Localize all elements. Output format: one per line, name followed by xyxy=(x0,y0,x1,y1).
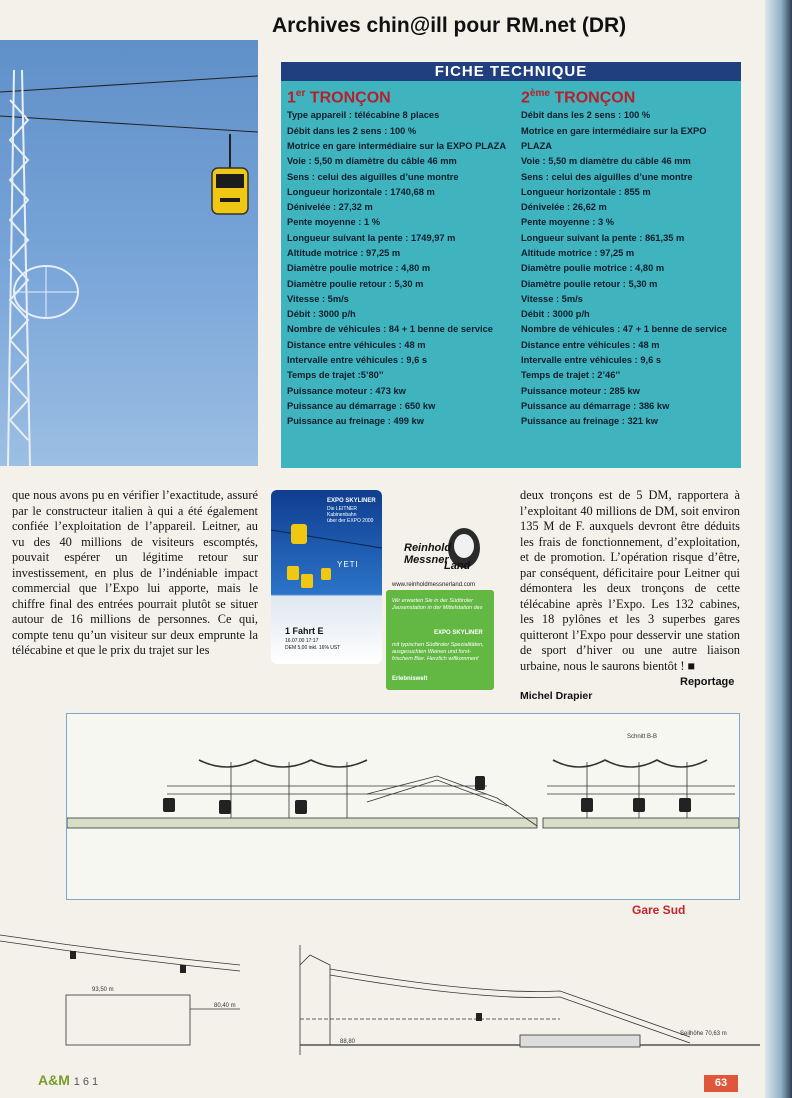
col2-spec-line: Diamètre poulie retour : 5,30 m xyxy=(521,278,658,289)
col2-spec-line: Dénivelée : 26,62 m xyxy=(521,202,607,213)
section-label: Reportage xyxy=(680,676,735,688)
magazine-issue: 161 xyxy=(73,1076,102,1088)
col1-spec-line: Puissance au démarrage : 650 kw xyxy=(287,400,436,411)
col2-spec-line: Débit : 3000 p/h xyxy=(521,309,590,320)
gondola-photo xyxy=(0,40,258,466)
ticket-line3: über der EXPO 2000 xyxy=(327,518,374,524)
magazine-logo-text: A&M xyxy=(38,1072,70,1088)
archive-credit: Archives chin@ill pour RM.net (DR) xyxy=(272,14,627,37)
col2-spec-line: Vitesse : 5m/s xyxy=(521,293,583,304)
flyer-expo: EXPO SKYLINER xyxy=(434,630,483,636)
col1-spec-line: Débit dans les 2 sens : 100 % xyxy=(287,125,417,136)
col2-spec-line: Altitude motrice : 97,25 m xyxy=(521,248,635,258)
messner-land-logo xyxy=(404,518,496,584)
troncon-1-sup: er xyxy=(295,88,306,99)
col2-spec-line: Débit dans les 2 sens : 100 % xyxy=(521,110,651,121)
troncon-1-title xyxy=(287,84,512,107)
ticket-stamp: 16.07.00 17:17 xyxy=(285,638,319,644)
col2-spec-line: Puissance moteur : 285 kw xyxy=(521,385,640,396)
line-profile-drawing xyxy=(0,925,760,1065)
col1-spec-line: Diamètre poulie retour : 5,30 m xyxy=(287,278,424,289)
col1-spec-line: Voie : 5,50 m diamètre du câble 46 mm xyxy=(287,156,457,167)
col1-spec-line: Temps de trajet :5’80’’ xyxy=(287,370,384,381)
ticket-fahrt: 1 Fahrt E xyxy=(285,626,324,636)
page-number: 63 xyxy=(704,1075,738,1092)
col2-spec-line: Intervalle entre véhicules : 9,6 s xyxy=(521,355,662,366)
col2-spec-line: Sens : celui des aiguilles d’une montre xyxy=(521,171,693,182)
profile-elev-2: 80,40 m xyxy=(214,1003,236,1009)
gondola-photo-art xyxy=(0,40,258,466)
col1-spec-line: Sens : celui des aiguilles d’une montre xyxy=(287,171,459,182)
col2-spec-line: Puissance au freinage : 321 kw xyxy=(521,416,658,427)
col2-spec-line: Nombre de véhicules : 47 + 1 benne de service xyxy=(521,324,727,335)
col2-spec-line: Motrice en gare intermédiaire sur la EXPO PLAZA xyxy=(521,125,707,151)
col1-spec-line: Dénivelée : 27,32 m xyxy=(287,202,373,213)
col1-spec-line: Type appareil : télécabine 8 places xyxy=(287,110,440,121)
troncon-2-sup: ème xyxy=(529,88,550,99)
fiche-technique-title: FICHE TECHNIQUE xyxy=(281,62,741,81)
magazine-logo xyxy=(38,1072,101,1088)
profile-elev-3: Seilhöhe 70,63 m xyxy=(680,1031,727,1037)
col2-spec-line: Pente moyenne : 3 % xyxy=(521,217,614,228)
col1-spec-line: Motrice en gare intermédiaire sur la EXPO PLAZA xyxy=(287,140,507,151)
col1-spec-line: Intervalle entre véhicules : 9,6 s xyxy=(287,355,428,366)
col1-spec-line: Débit : 3000 p/h xyxy=(287,309,356,320)
flyer-erlebnis: Erlebniswelt xyxy=(392,676,428,682)
ticket-line2: Kabinenbahn xyxy=(327,512,357,518)
station-technical-drawing xyxy=(66,713,740,900)
messner-logo-land: Land xyxy=(444,560,471,572)
col1-spec-line: Diamètre poulie motrice : 4,80 m xyxy=(287,263,431,274)
messner-logo-text: Reinhold Messner xyxy=(404,542,452,566)
col2-spec-line: Distance entre véhicules : 48 m xyxy=(521,339,660,350)
troncon-2-num: 2 xyxy=(521,89,530,107)
col1-spec-line: Puissance moteur : 473 kw xyxy=(287,385,406,396)
profile-elev-4: 88,80 xyxy=(340,1039,356,1045)
skyliner-ticket xyxy=(271,490,382,664)
page-edge-strip xyxy=(765,0,792,1098)
col1-spec-line: Pente moyenne : 1 % xyxy=(287,217,380,228)
article-column-left: que nous avons pu en vérifier l’exactitude, assuré par le constructeur italien à qui a été également confiée l’exploitation de l’appareil. Leitner, au vu des 40 millions de visiteurs escomptés, pouvait espérer un légitime retour sur investissement, en plus de l’indéniable impact commercial que l’Expo lui apporte, mais le chiffre final des entrées pourrait plutôt se situer autour de 16 millions de personnes. Ce qui, compte tenu qu’un visiteur sur deux emprunte la télécabine et que le prix du trajet sur les xyxy=(12,488,258,657)
troncon-2-specs xyxy=(521,108,739,429)
col2-spec-line: Longueur horizontale : 855 m xyxy=(521,186,651,197)
ticket-price: DEM 5,00 inkl. 16% UST xyxy=(285,645,341,651)
troncon-1-num: 1 xyxy=(287,89,296,107)
troncon-2-column xyxy=(521,84,739,430)
troncon-1-word: TRONÇON xyxy=(305,89,391,107)
line-profile-art xyxy=(0,925,760,1065)
flyer-text2: mit typischen Südtiroler Spezialitäten, ausgesuchten Weinen und forst- frischem Bier. Herzlich willkommen! xyxy=(392,642,484,662)
article-column-right: deux tronçons est de 5 DM, rapportera à l’exploitant 40 millions de DM, soit environ 135 M de F. auxquels devront être déduits les frais de fonctionnement, d’exploitation, et de promotion. L’opération risque d’être, par conséquent, déficitaire pour Leitner qui démontera les deux tronçons de cette télécabine après l’Expo. Les 132 cabines, les 18 pylônes et les 3 superbes gares quitteront l’Expo pour desservir une station de sport d’hiver ou une autre liaison urbaine, nous le saurons bientôt ! ■ xyxy=(520,488,740,673)
col1-spec-line: Puissance au freinage : 499 kw xyxy=(287,416,424,427)
col1-spec-line: Altitude motrice : 97,25 m xyxy=(287,248,401,258)
col2-spec-line: Diamètre poulie motrice : 4,80 m xyxy=(521,263,665,274)
station-drawing-art xyxy=(67,714,739,899)
messner-flyer xyxy=(386,590,494,690)
author-byline: Michel Drapier xyxy=(520,690,593,702)
fiche-technique-panel xyxy=(281,62,741,468)
col2-spec-line: Temps de trajet : 2’46’’ xyxy=(521,370,621,381)
col2-spec-line: Voie : 5,50 m diamètre du câble 46 mm xyxy=(521,156,691,167)
troncon-2-word: TRONÇON xyxy=(549,89,636,107)
col1-spec-line: Nombre de véhicules : 84 + 1 benne de service xyxy=(287,324,493,335)
messner-url: www.reinholdmessnerland.com xyxy=(392,582,476,588)
col1-spec-line: Distance entre véhicules : 48 m xyxy=(287,339,426,350)
profile-elev-1: 93,50 m xyxy=(92,987,114,993)
ticket-brand: EXPO SKYLINER xyxy=(327,498,376,504)
col2-spec-line: Longueur suivant la pente : 861,35 m xyxy=(521,232,685,243)
troncon-1-column xyxy=(287,84,512,430)
troncon-2-title xyxy=(521,84,739,107)
drawing-caption: Gare Sud xyxy=(632,903,686,917)
troncon-1-specs xyxy=(287,108,512,429)
col2-spec-line: Puissance au démarrage : 386 kw xyxy=(521,400,670,411)
ticket-yeti: YETI xyxy=(337,560,359,569)
flyer-text1: Wir erwarten Sie in der Südtiroler Jausenstation in der Mittelstation des xyxy=(392,598,483,611)
col1-spec-line: Longueur horizontale : 1740,68 m xyxy=(287,186,435,197)
col1-spec-line: Vitesse : 5m/s xyxy=(287,293,349,304)
ticket-line1: Die LEITNER xyxy=(327,506,358,512)
col1-spec-line: Longueur suivant la pente : 1749,97 m xyxy=(287,232,456,243)
schnitt-label: Schnitt B-B xyxy=(627,734,658,740)
